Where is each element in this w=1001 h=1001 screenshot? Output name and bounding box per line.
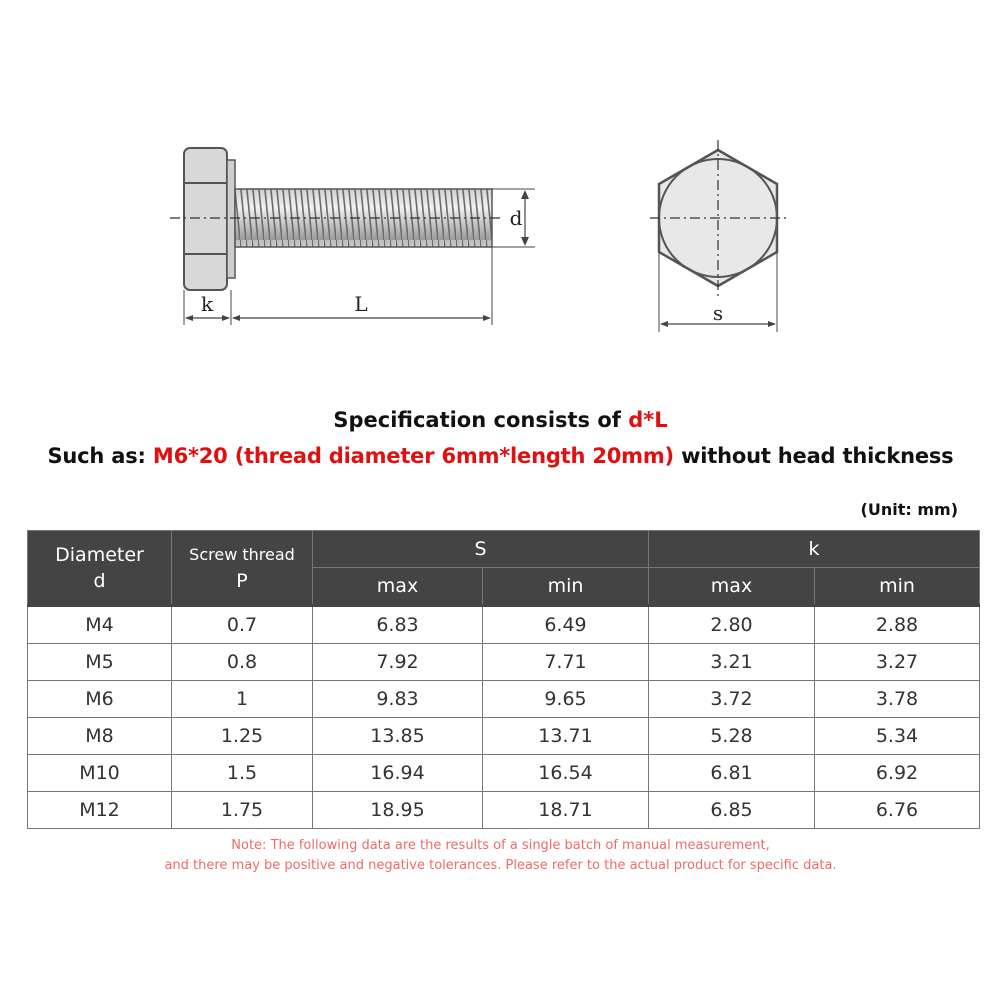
cell-diameter: M5 — [28, 644, 172, 681]
cell-k-min: 3.27 — [815, 644, 980, 681]
table-row — [28, 792, 980, 829]
table-row — [28, 681, 980, 718]
cell-s-max: 16.94 — [313, 755, 483, 792]
note-line1: Note: The following data are the results of a single batch of manual measurement, — [231, 838, 770, 853]
cell-thread: 1 — [172, 681, 313, 718]
spec-table — [27, 530, 980, 829]
header-s: S — [313, 531, 649, 568]
cell-diameter: M6 — [28, 681, 172, 718]
dim-label-L: L — [354, 292, 368, 316]
unit-label: (Unit: mm) — [860, 500, 958, 519]
cell-s-min: 13.71 — [483, 718, 649, 755]
cell-s-min: 16.54 — [483, 755, 649, 792]
cell-diameter: M12 — [28, 792, 172, 829]
header-k-min: min — [815, 568, 980, 606]
header-k-max: max — [649, 568, 815, 606]
cell-thread: 1.25 — [172, 718, 313, 755]
cell-diameter: M4 — [28, 606, 172, 644]
table-row — [28, 718, 980, 755]
cell-k-min: 3.78 — [815, 681, 980, 718]
cell-s-max: 13.85 — [313, 718, 483, 755]
table-header-row — [28, 531, 980, 568]
cell-s-max: 18.95 — [313, 792, 483, 829]
cell-k-max: 6.85 — [649, 792, 815, 829]
cell-s-max: 7.92 — [313, 644, 483, 681]
spec-example-highlight: M6*20 (thread diameter 6mm*length 20mm) — [152, 444, 674, 468]
note-line2: and there may be positive and negative tolerances. Please refer to the actual product for specific data. — [164, 858, 837, 873]
header-diameter: Diameter d — [28, 531, 172, 606]
cell-thread: 0.8 — [172, 644, 313, 681]
spec-heading-text: Specification consists of — [333, 408, 629, 432]
spec-example-prefix: Such as: — [47, 444, 153, 468]
header-s-min: min — [483, 568, 649, 606]
spec-example-suffix: without head thickness — [673, 444, 954, 468]
cell-k-min: 6.76 — [815, 792, 980, 829]
cell-k-min: 2.88 — [815, 606, 980, 644]
dim-label-s: s — [712, 301, 724, 325]
spec-example-line — [0, 444, 1001, 468]
cell-k-max: 6.81 — [649, 755, 815, 792]
cell-thread: 1.75 — [172, 792, 313, 829]
header-k: k — [649, 531, 980, 568]
cell-s-max: 9.83 — [313, 681, 483, 718]
cell-thread: 1.5 — [172, 755, 313, 792]
spec-heading-line1 — [0, 408, 1001, 432]
cell-s-max: 6.83 — [313, 606, 483, 644]
spec-heading-formula: d*L — [628, 408, 668, 432]
dim-label-k: k — [200, 292, 214, 316]
cell-k-max: 5.28 — [649, 718, 815, 755]
cell-s-min: 7.71 — [483, 644, 649, 681]
cell-s-min: 9.65 — [483, 681, 649, 718]
cell-s-min: 18.71 — [483, 792, 649, 829]
header-s-max: max — [313, 568, 483, 606]
bolt-side-view — [170, 148, 535, 325]
header-thread: Screw thread P — [172, 531, 313, 606]
cell-k-min: 6.92 — [815, 755, 980, 792]
cell-diameter: M10 — [28, 755, 172, 792]
cell-s-min: 6.49 — [483, 606, 649, 644]
table-row — [28, 606, 980, 644]
cell-diameter: M8 — [28, 718, 172, 755]
table-row — [28, 644, 980, 681]
cell-k-max: 3.21 — [649, 644, 815, 681]
cell-k-min: 5.34 — [815, 718, 980, 755]
table-row — [28, 755, 980, 792]
bolt-technical-drawing — [0, 0, 1001, 360]
cell-thread: 0.7 — [172, 606, 313, 644]
cell-k-max: 2.80 — [649, 606, 815, 644]
dim-label-d: d — [509, 206, 523, 230]
cell-k-max: 3.72 — [649, 681, 815, 718]
